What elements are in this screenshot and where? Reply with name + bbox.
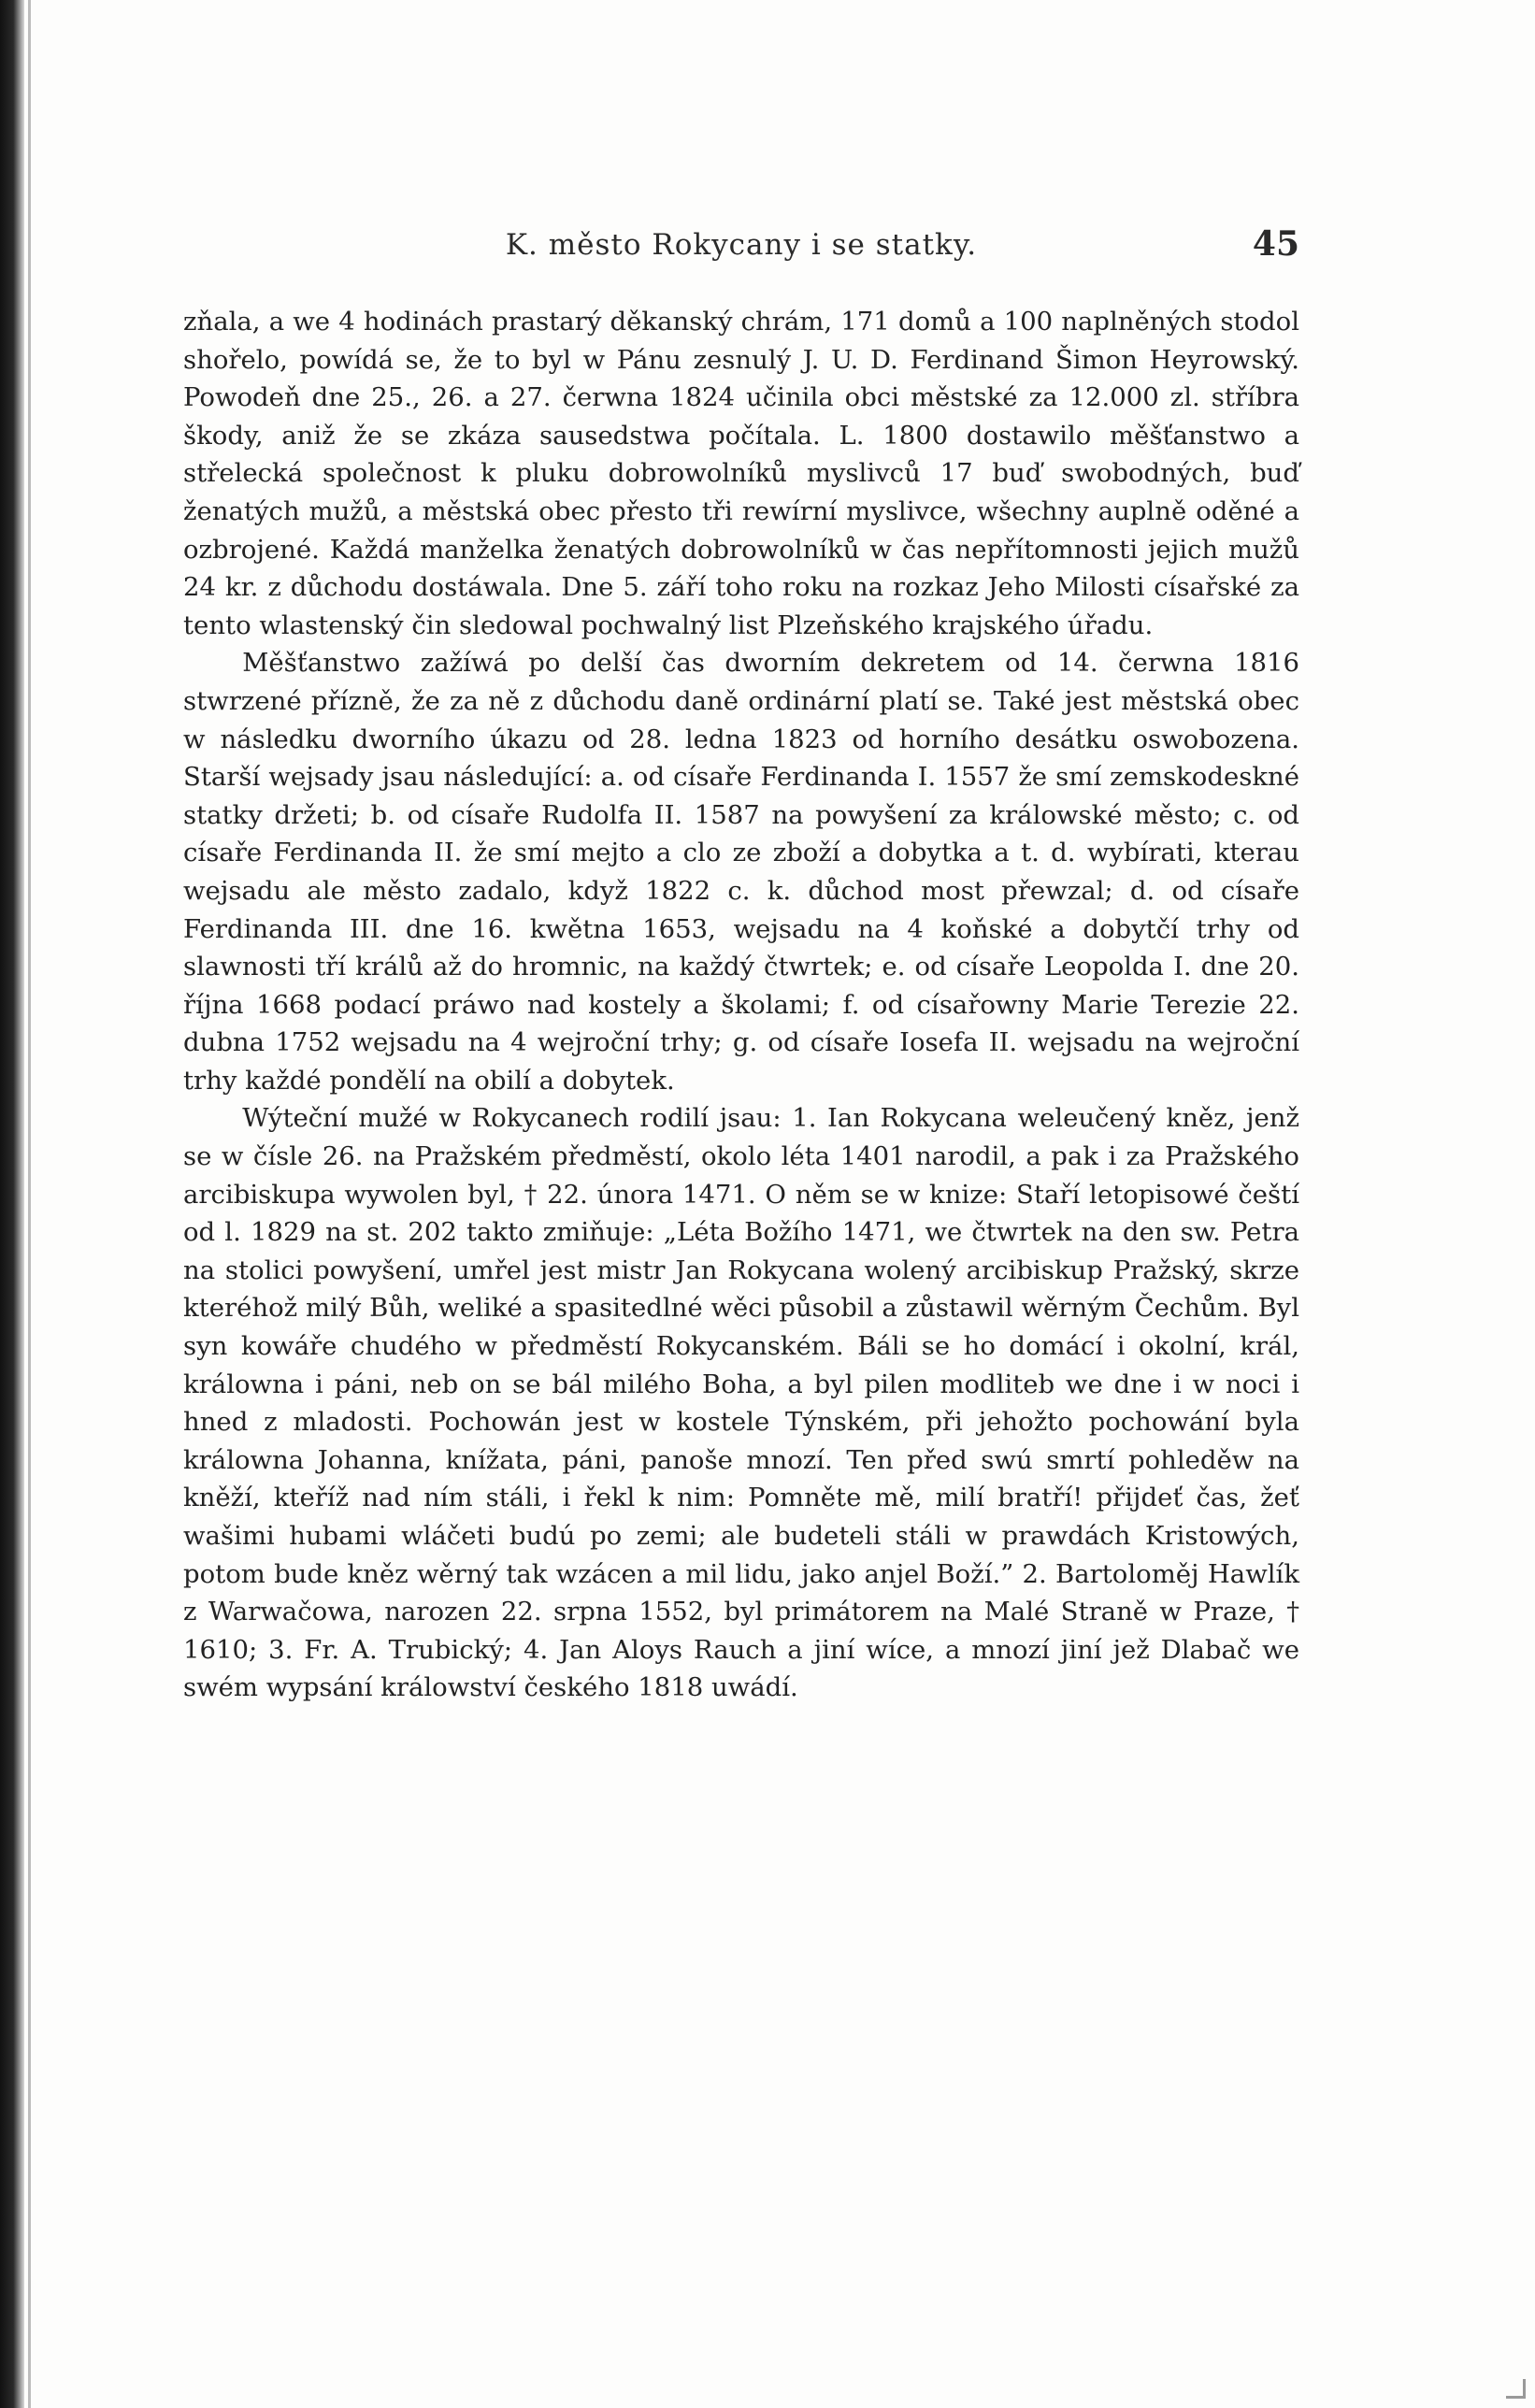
body-text	[183, 303, 1299, 1707]
gutter-line	[28, 0, 31, 2408]
running-title: K. město Rokycany i se statky.	[505, 228, 978, 262]
page-header	[183, 224, 1299, 271]
crop-mark	[1506, 2379, 1526, 2399]
paragraph: Měšťanstwo zažíwá po delší čas dworním dekretem od 14. čerwna 1816 stwrzené přízně, že za ně z důchodu daně ordinární platí se. Také jest městská obec w následku dworního úkazu od 28. ledna 1823 od horního desátku oswobozena. Starší wejsady jsau následující: a. od císaře Ferdinanda I. 1557 že smí zemskodeskné statky držeti; b. od císaře Rudolfa II. 1587 na powyšení za králowské město; c. od císaře Ferdinanda II. že smí mejto a clo ze zboží a dobytka a t. d. wybírati, kterau wejsadu ale město zadalo, když 1822 c. k. důchod most přewzal; d. od císaře Ferdinanda III. dne 16. kwětna 1653, wejsadu na 4 koňské a dobytčí trhy od slawnosti tří králů až do hromnic, na každý čtwrtek; e. od císaře Leopolda I. dne 20. října 1668 podací práwo nad kostely a školami; f. od císařowny Marie Terezie 22. dubna 1752 wejsadu na 4 wejroční trhy; g. od císaře Iosefa II. wejsadu na wejroční trhy každé pondělí na obilí a dobytek.	[183, 648, 1299, 1096]
paragraph: Wýteční mužé w Rokycanech rodilí jsau: 1. Ian Rokycana weleučený kněz, jenž se w čísle 26. na Pražském předměstí, okolo léta 1401 narodil, a pak i za Pražského arcibiskupa wywolen byl, † 22. února 1471. O něm se w knize: Staří letopisowé čeští od l. 1829 na st. 202 takto zmiňuje: „Léta Božího 1471, we čtwrtek na den sw. Petra na stolici powyšení, umřel jest mistr Jan Rokycana wolený arcibiskup Pražský, skrze kteréhož milý Bůh, weliké a spasitedlné wěci působil a zůstawil wěrným Čechům. Byl syn kowáře chudého w předměstí Rokycanském. Báli se ho domácí i okolní, král, králowna i páni, neb on se bál milého Boha, a byl pilen modliteb we dne i w noci i hned z mladosti. Pochowán jest w kostele Týnském, při jehožto pochowání byla králowna Johanna, knížata, páni, panoše mnozí. Ten před swú smrtí pohleděw na kněží, kteříž nad ním stáli, i řekl k nim: Pomněte mě, milí bratří! přijdeť čas, žeť wašimi hubami wláčeti budú po zemi; ale budeteli stáli w prawdách Kristowých, potom bude kněz wěrný tak wzácen a mil lidu, jako anjel Boží.” 2. Bartoloměj Hawlík z Warwačowa, narozen 22. srpna 1552, byl primátorem na Malé Straně w Praze, † 1610; 3. Fr. A. Trubický; 4. Jan Aloys Rauch a jiní wíce, a mnozí jiní jež Dlabač we swém wypsání králowství českého 1818 uwádí.	[183, 1103, 1299, 1703]
paragraph: zňala, a we 4 hodinách prastarý děkanský chrám, 171 domů a 100 naplněných stodol shořelo, powídá se, že to byl w Pánu zesnulý J. U. D. Ferdinand Šimon Heyrowský. Powodeň dne 25., 26. a 27. čerwna 1824 učinila obci městské za 12.000 zl. stříbra škody, aniž že se zkáza sausedstwa počítala. L. 1800 dostawilo měšťanstwo a střelecká společnost k pluku dobrowolníků myslivců 17 buď swobodných, buď ženatých mužů, a městská obec přesto tři rewírní myslivce, wšechny auplně oděné a ozbrojené. Každá manželka ženatých dobrowolníků w čas nepřítomnosti jejich mužů 24 kr. z důchodu dostáwala. Dne 5. září toho roku na rozkaz Jeho Milosti císařské za tento wlastenský čin sledowal pochwalný list Plzeňského krajského úřadu.	[183, 307, 1299, 640]
page-number: 45	[1252, 224, 1299, 264]
page-binding-edge	[0, 0, 24, 2408]
